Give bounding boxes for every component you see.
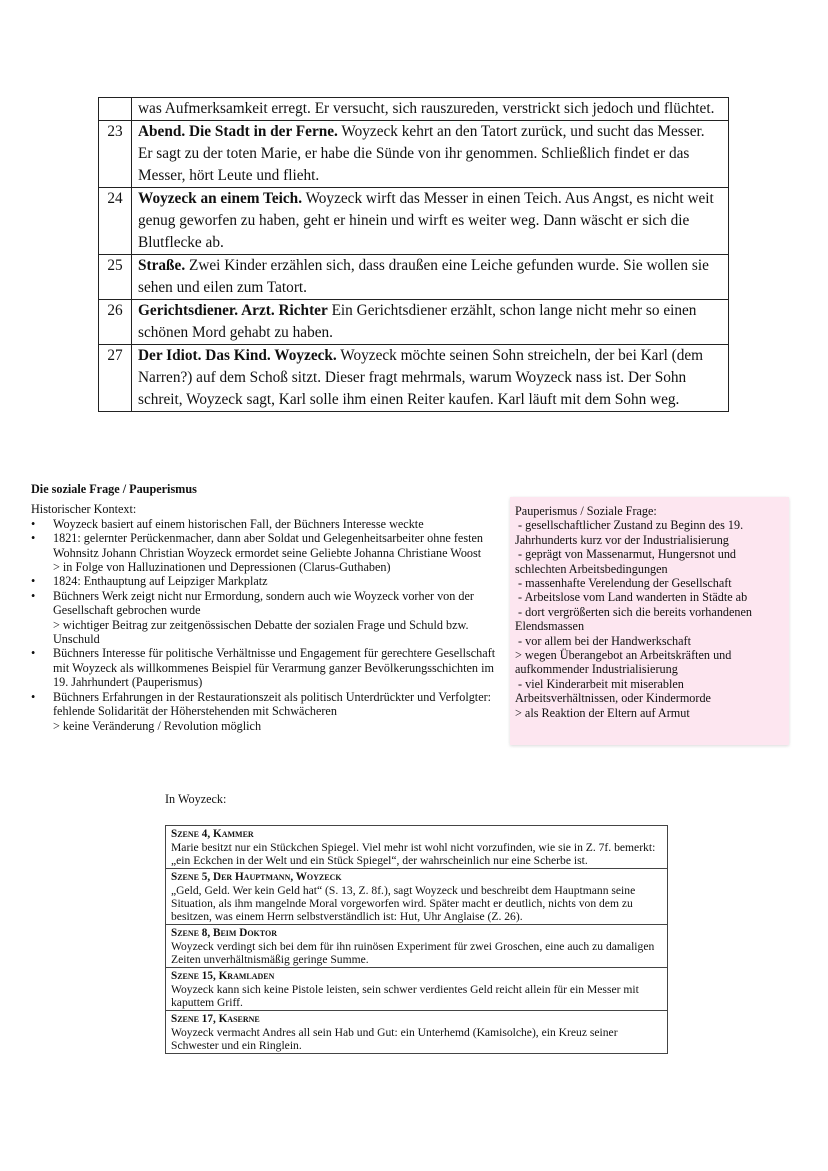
list-item	[31, 690, 501, 733]
table-row	[99, 121, 729, 188]
scene-description	[132, 121, 729, 188]
scene-description	[132, 255, 729, 300]
scene-title: Woyzeck an einem Teich.	[138, 190, 303, 207]
list-item	[31, 646, 501, 689]
bullet-text: Büchners Interesse für politische Verhältnisse und Engagement für gerechtere Gesellschaft mit Woyzeck als willkommenes Beispiel für Verarmung ganzer Bevölkerungsschichten im 19. Jahrhundert (Pauperismus)	[53, 646, 496, 690]
scene-number: 23	[99, 121, 132, 188]
scene-entry-text: Woyzeck verdingt sich bei dem für ihn ruinösen Experiment für zwei Groschen, eine auch zu damaligen Zeiten unverhältnismäßig geringe Summe.	[171, 940, 655, 966]
bullet-note: > wichtiger Beitrag zur zeitgenössischen Debatte der sozialen Frage und Schuld bzw. Unschuld	[53, 617, 469, 647]
list-item	[31, 574, 501, 588]
table-row	[99, 255, 729, 300]
scene-entry-text: Woyzeck vermacht Andres all sein Hab und Gut: ein Unterhemd (Kamisolche), ein Kreuz seiner Schwester und ein Ringlein.	[171, 1026, 618, 1052]
note-line: - massenhafte Verelendung der Gesellschaft	[515, 576, 732, 591]
note-line: - vor allem bei der Handwerkschaft	[515, 633, 691, 648]
scene-text: was Aufmerksamkeit erregt. Er versucht, sich rauszureden, verstrickt sich jedoch und flüchtet.	[138, 100, 715, 117]
scene-entry	[166, 967, 667, 1010]
scene-description	[132, 188, 729, 255]
bullet-text: 1824: Enthauptung auf Leipziger Markplatz	[53, 574, 268, 589]
scene-entry-title: Szene 15, Kramladen	[171, 970, 275, 982]
list-item	[31, 517, 501, 531]
note-line: - viel Kinderarbeit mit miserablen Arbeitsverhältnissen, oder Kindermorde	[515, 676, 711, 706]
list-item	[31, 531, 501, 574]
scene-number	[99, 98, 132, 121]
note-line: Pauperismus / Soziale Frage:	[515, 504, 657, 518]
bullet-text: 1821: gelernter Perückenmacher, dann aber Soldat und Gelegenheitsarbeiter ohne festen Wohnsitz Johann Christian Woyzeck ermordet seine Geliebte Johanna Christiane Woost	[53, 531, 483, 560]
scene-number: 24	[99, 188, 132, 255]
scene-entry-title: Szene 17, Kaserne	[171, 1013, 260, 1025]
scene-title: Abend. Die Stadt in der Ferne.	[138, 123, 338, 140]
scene-evidence-table	[165, 825, 668, 1054]
scene-entry-title: Szene 5, Der Hauptmann, Woyzeck	[171, 871, 342, 883]
scene-title: Gerichtsdiener. Arzt. Richter	[138, 302, 328, 319]
list-item	[31, 589, 501, 647]
table-row	[99, 98, 729, 121]
context-list	[31, 517, 501, 733]
scene-entry-title: Szene 8, Beim Doktor	[171, 927, 277, 939]
scene-summary-table	[98, 97, 729, 412]
scene-text: Woyzeck möchte seinen Sohn streicheln, der bei Karl (dem Narren?) auf dem Schoß sitzt. Dieser fragt mehrmals, warum Woyzeck nass ist. Der Sohn schreit, Woyzeck sagt, Karl solle ihm einen Reiter kaufen. Karl läuft mit dem Sohn weg.	[138, 347, 704, 408]
scene-number: 25	[99, 255, 132, 300]
scene-entry-text: Marie besitzt nur ein Stückchen Spiegel. Viel mehr ist wohl nicht vorzufinden, wie sie in Z. 7f. bemerkt: „ein Eckchen in der Welt und ein Stück Spiegel“, der wahrscheinlich nur eine Scherbe ist.	[171, 841, 656, 867]
note-line: > als Reaktion der Eltern auf Armut	[515, 705, 690, 720]
scene-title: Straße.	[138, 257, 186, 274]
note-line: - dort vergrößerten sich die bereits vorhandenen Elendsmassen	[515, 604, 756, 634]
bullet-text: Büchners Werk zeigt nicht nur Ermordung, sondern auch wie Woyzeck vorher von der Gesellschaft gebrochen wurde	[53, 588, 474, 618]
section-heading: Die soziale Frage / Pauperismus	[31, 482, 197, 496]
table-row	[99, 300, 729, 345]
scene-entry-title: Szene 4, Kammer	[171, 828, 254, 840]
in-woyzeck-label: In Woyzeck:	[165, 792, 227, 806]
bullet-note: > in Folge von Halluzinationen und Depressionen (Clarus-Guthaben)	[53, 560, 391, 575]
subheading: Historischer Kontext:	[31, 502, 137, 517]
scene-number: 26	[99, 300, 132, 345]
table-row	[99, 345, 729, 412]
scene-number: 27	[99, 345, 132, 412]
note-line: - gesellschaftlicher Zustand zu Beginn des 19. Jahrhunderts kurz vor der Industrialisierung	[515, 518, 747, 547]
scene-entry	[166, 1010, 667, 1053]
scene-text: Zwei Kinder erzählen sich, dass draußen eine Leiche gefunden wurde. Sie wollen sie sehen und eilen zum Tatort.	[138, 257, 709, 296]
scene-entry	[166, 826, 667, 868]
scene-description	[132, 98, 729, 121]
scene-description	[132, 345, 729, 412]
scene-text: Ein Gerichtsdiener erzählt, schon lange nicht mehr so einen schönen Mord gehabt zu haben.	[138, 302, 697, 341]
bullet-text: Woyzeck basiert auf einem historischen Fall, der Büchners Interesse weckte	[53, 516, 424, 531]
note-line: > wegen Überangebot an Arbeitskräften und aufkommender Industrialisierung	[515, 648, 735, 677]
scene-entry	[166, 924, 667, 967]
note-line: - Arbeitslose vom Land wanderten in Städte ab	[515, 590, 748, 605]
bullet-text: Büchners Erfahrungen in der Restaurationszeit als politisch Unterdrückter und Verfolgter: fehlende Solidarität der Höherstehenden mit Schwächeren	[53, 689, 492, 719]
pauperism-note-box	[510, 497, 789, 745]
scene-title: Der Idiot. Das Kind. Woyzeck.	[138, 347, 337, 364]
bullet-note: > keine Veränderung / Revolution möglich	[53, 718, 262, 733]
scene-text: Woyzeck kehrt an den Tatort zurück, und sucht das Messer. Er sagt zu der toten Marie, er habe die Sünde von ihr genommen. Schließlich findet er das Messer, hört Leute und flieht.	[138, 123, 705, 184]
scene-description	[132, 300, 729, 345]
scene-entry-text: „Geld, Geld. Wer kein Geld hat“ (S. 13, Z. 8f.), sagt Woyzeck und beschreibt dem Hauptmann seine Situation, als ihm mangelnde Moral vorgeworfen wird. Später macht er deutlich, nichts von dem zu besitzen, was einem Herrn selbstverständlich ist: Hut, Uhr Anglaise (Z. 26).	[171, 884, 636, 923]
scene-text: Woyzeck wirft das Messer in einen Teich. Aus Angst, es nicht weit genug geworfen zu haben, geht er hinein und wirft es weiter weg. Dann wäscht er sich die Blutflecke ab.	[138, 190, 714, 251]
scene-entry-text: Woyzeck kann sich keine Pistole leisten, sein schwer verdientes Geld reicht allein für ein Messer mit kaputtem Griff.	[171, 983, 639, 1009]
social-question-section	[31, 482, 501, 733]
table-row	[99, 188, 729, 255]
scene-entry	[166, 868, 667, 924]
note-line: - geprägt von Massenarmut, Hungersnot und schlechten Arbeitsbedingungen	[515, 547, 740, 576]
